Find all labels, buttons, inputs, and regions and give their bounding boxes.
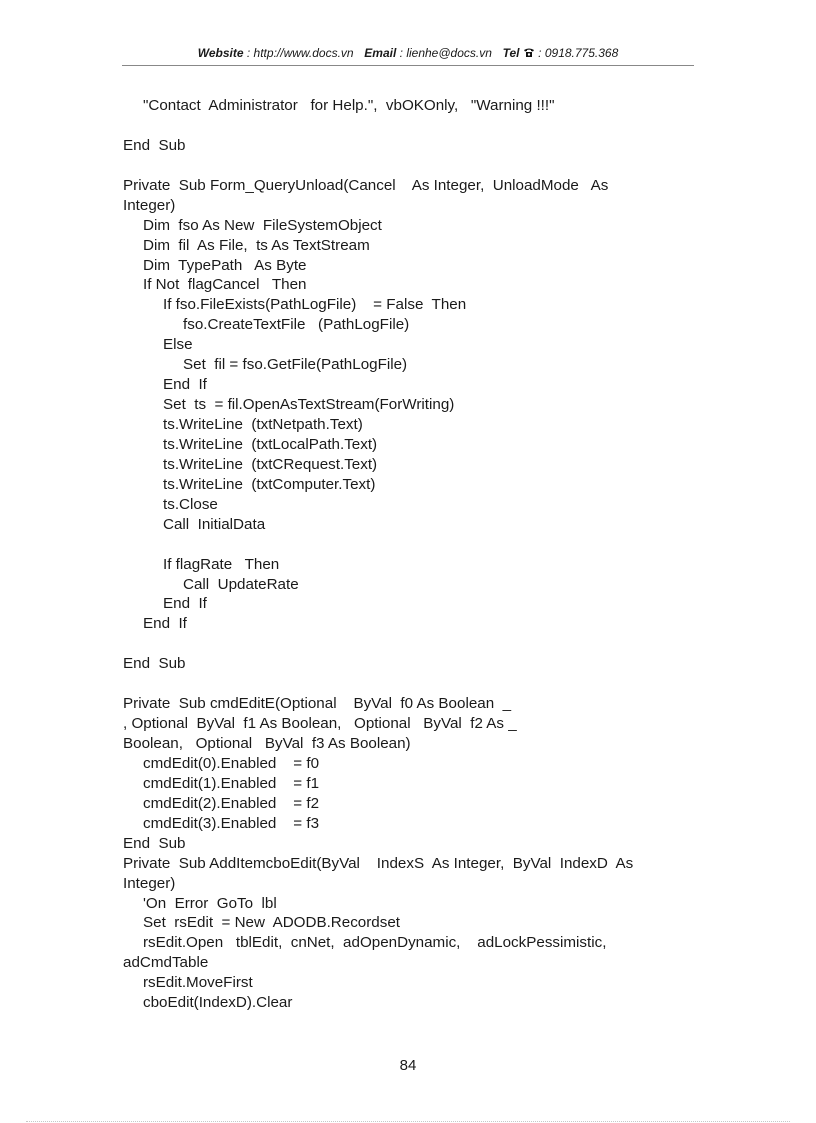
- code-line: cmdEdit(2).Enabled = f2: [143, 794, 320, 812]
- code-line: [123, 634, 703, 654]
- code-line: If Not flagCancel Then: [143, 276, 307, 294]
- tel-label: Tel: [502, 46, 520, 60]
- code-listing: [123, 96, 703, 1013]
- email-link[interactable]: lienhe@docs.vn: [406, 46, 492, 60]
- tel-value: 0918.775.368: [544, 46, 619, 60]
- code-line: Set fil = fso.GetFile(PathLogFile): [183, 356, 408, 374]
- code-line: , Optional ByVal f1 As Boolean, Optional ByVal f2 As _: [123, 715, 517, 733]
- code-line: End Sub: [123, 834, 186, 852]
- code-line: If fso.FileExists(PathLogFile) = False Then: [163, 296, 467, 314]
- code-line: [123, 535, 703, 555]
- code-line: fso.CreateTextFile (PathLogFile): [183, 316, 410, 334]
- code-line: rsEdit.MoveFirst: [143, 974, 253, 992]
- page-number: 84: [399, 1057, 417, 1074]
- code-line: ts.WriteLine (txtComputer.Text): [163, 475, 376, 493]
- code-line: Call UpdateRate: [183, 575, 299, 593]
- code-line: Set ts = fil.OpenAsTextStream(ForWriting): [163, 396, 455, 414]
- code-line: Boolean, Optional ByVal f3 As Boolean): [123, 735, 411, 752]
- code-line: adCmdTable: [123, 954, 209, 972]
- code-line: Private Sub AddItemcboEdit(ByVal IndexS As Integer, ByVal IndexD As: [123, 854, 634, 872]
- code-line: [123, 116, 703, 136]
- code-line: ts.WriteLine (txtNetpath.Text): [163, 416, 363, 433]
- code-line: End Sub: [123, 136, 186, 154]
- code-line: ts.WriteLine (txtLocalPath.Text): [163, 435, 378, 453]
- code-line: Integer): [123, 874, 176, 892]
- code-line: Private Sub cmdEditE(Optional ByVal f0 As Boolean _: [123, 695, 512, 713]
- code-line: Integer): [123, 196, 176, 214]
- code-line: cmdEdit(0).Enabled = f0: [143, 754, 320, 772]
- code-line: "Contact Administrator for Help.", vbOKOnly, "Warning !!!": [143, 97, 555, 114]
- code-line: [123, 674, 703, 694]
- email-label: Email: [364, 46, 397, 60]
- website-link[interactable]: http://www.docs.vn: [253, 46, 354, 60]
- code-line: End If: [143, 615, 187, 633]
- code-line: Dim fil As File, ts As TextStream: [143, 236, 370, 254]
- website-label: Website: [197, 46, 244, 60]
- footer-dotted-rule: [26, 1121, 790, 1122]
- code-line: cboEdit(IndexD).Clear: [143, 994, 293, 1012]
- code-line: End Sub: [123, 655, 186, 673]
- code-line: Set rsEdit = New ADODB.Recordset: [143, 914, 401, 932]
- code-line: Dim fso As New FileSystemObject: [143, 216, 382, 234]
- code-line: If flagRate Then: [163, 555, 280, 573]
- code-line: cmdEdit(1).Enabled = f1: [143, 774, 320, 792]
- code-line: Call InitialData: [163, 515, 266, 533]
- code-line: Dim TypePath As Byte: [143, 256, 307, 274]
- code-line: rsEdit.Open tblEdit, cnNet, adOpenDynamic, adLockPessimistic,: [143, 934, 607, 952]
- code-line: 'On Error GoTo lbl: [143, 894, 277, 912]
- code-line: Else: [163, 336, 193, 354]
- code-line: Private Sub Form_QueryUnload(Cancel As Integer, UnloadMode As: [123, 176, 609, 194]
- code-line: [123, 156, 703, 176]
- code-line: End If: [163, 376, 207, 394]
- page-header: Website : http://www.docs.vn Email : lienhe@docs.vn Tel : 0918.775.368: [197, 46, 619, 60]
- header-rule: [122, 65, 694, 66]
- code-line: cmdEdit(3).Enabled = f3: [143, 814, 320, 832]
- code-line: End If: [163, 595, 207, 613]
- phone-icon: [523, 47, 535, 61]
- code-line: ts.Close: [163, 495, 218, 513]
- code-line: ts.WriteLine (txtCRequest.Text): [163, 455, 378, 473]
